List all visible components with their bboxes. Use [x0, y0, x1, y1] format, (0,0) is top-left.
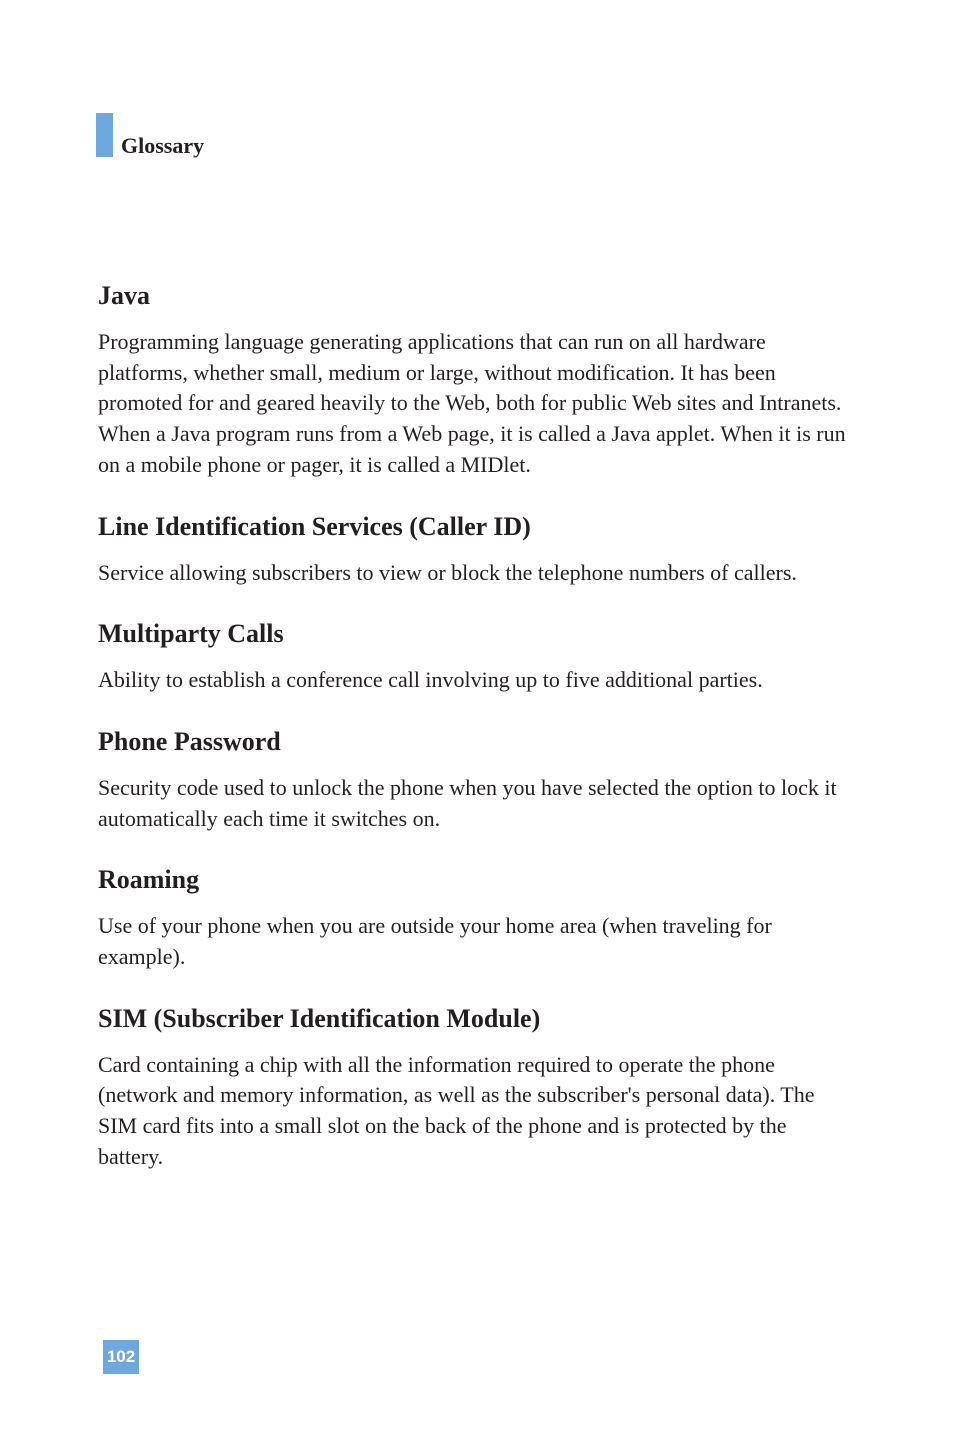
glossary-definition: Ability to establish a conference call involving up to five additional parties. [98, 667, 763, 693]
glossary-entry-java [98, 279, 848, 481]
glossary-entry-caller-id [98, 510, 848, 589]
glossary-definition: Security code used to unlock the phone when you have selected the option to lock it automatically each time it switches on. [98, 774, 837, 831]
glossary-entry-roaming [98, 863, 848, 972]
glossary-definition: Use of your phone when you are outside your home area (when traveling for example). [98, 913, 772, 970]
glossary-entry-phone-password [98, 725, 848, 834]
glossary-entry-multiparty-calls [98, 617, 848, 696]
section-title: Glossary [121, 133, 205, 158]
glossary-term: Phone Password [98, 726, 281, 756]
glossary-term: Line Identification Services (Caller ID) [98, 511, 531, 541]
glossary-definition: Service allowing subscribers to view or block the telephone numbers of callers. [98, 559, 797, 585]
glossary-entry-sim [98, 1002, 848, 1173]
glossary-term: Java [98, 281, 150, 310]
glossary-definition: Card containing a chip with all the information required to operate the phone (network and memory information, as well as the subscriber's personal data). The SIM card fits into a small slot on the back of the phone and is protected by the battery. [98, 1051, 815, 1169]
glossary-term: SIM (Subscriber Identification Module) [98, 1003, 541, 1033]
section-marker [96, 113, 113, 157]
glossary-definition: Programming language generating applications that can run on all hardware platforms, whether small, medium or large, without modification. It has been promoted for and geared heavily to the Web, both for public Web sites and Intranets. When a Java program runs from a Web page, it is called a Java applet. When it is run on a mobile phone or pager, it is called a MIDlet. [98, 329, 846, 477]
page-number: 102 [103, 1340, 139, 1374]
glossary-term: Multiparty Calls [98, 619, 284, 649]
glossary-list [98, 279, 848, 1173]
glossary-term: Roaming [98, 865, 200, 895]
